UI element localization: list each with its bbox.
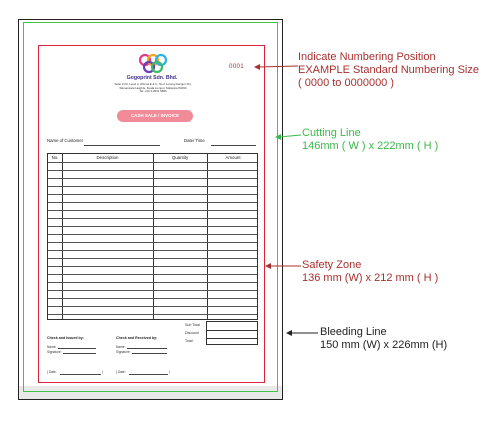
invoice-table bbox=[47, 153, 258, 320]
totals-divider bbox=[207, 338, 257, 339]
numbering-range: ( 0000 to 0000000 ) bbox=[298, 77, 395, 89]
company-address bbox=[86, 83, 220, 94]
bleeding-title: Bleeding Line bbox=[320, 326, 387, 338]
col-header-description: Description bbox=[96, 154, 119, 160]
received-date-line bbox=[129, 374, 168, 375]
issued-name-label: Name: bbox=[47, 345, 57, 349]
issued-signature-label: Signature: bbox=[47, 350, 62, 354]
table-row-line bbox=[48, 298, 257, 299]
table-row-line bbox=[48, 274, 257, 275]
table-row-line bbox=[48, 266, 257, 267]
invoice-number: 0001 bbox=[229, 63, 244, 70]
issued-date-close: ) bbox=[102, 370, 104, 374]
bleeding-arrow-icon bbox=[283, 326, 319, 340]
table-row-line bbox=[48, 250, 257, 251]
total-label: Total bbox=[185, 339, 193, 343]
bleeding-size: 150 mm (W) x 226mm (H) bbox=[320, 339, 448, 351]
table-row-line bbox=[48, 282, 257, 283]
safety-title: Safety Zone bbox=[302, 259, 362, 271]
received-name-line bbox=[127, 348, 167, 349]
received-name-label: Name: bbox=[116, 345, 126, 349]
received-signature-label: Signature: bbox=[116, 350, 131, 354]
issued-signature-line bbox=[63, 353, 96, 354]
received-signature-line bbox=[132, 353, 167, 354]
subtotal-label: Sub Total bbox=[185, 323, 200, 327]
col-header-amount: Amount bbox=[225, 154, 241, 160]
col-header-quantity: Quantity bbox=[171, 154, 189, 160]
company-name: Gogoprint Sdn. Bhd. bbox=[126, 75, 178, 81]
safety-size: 136 mm (W) x 212 mm ( H ) bbox=[302, 272, 439, 284]
cutting-size: 146mm ( W ) x 222mm ( H ) bbox=[302, 140, 439, 152]
table-row-line bbox=[48, 178, 257, 179]
numbering-annotation bbox=[298, 51, 479, 90]
numbering-arrow-icon bbox=[250, 56, 300, 76]
cutting-annotation bbox=[302, 127, 438, 153]
received-date-close: ) bbox=[169, 370, 171, 374]
table-row-line bbox=[48, 234, 257, 235]
totals-box bbox=[206, 321, 258, 345]
date-label: Date: bbox=[117, 370, 126, 374]
numbering-example: EXAMPLE Standard Numbering Size bbox=[298, 64, 479, 76]
numbering-title: Indicate Numbering Position bbox=[298, 51, 436, 63]
table-row-line bbox=[48, 202, 257, 203]
safety-arrow-icon bbox=[262, 259, 302, 273]
table-row-line bbox=[48, 290, 257, 291]
datetime-label: Date/ Time bbox=[184, 138, 205, 143]
received-date-field: ( Date: bbox=[116, 370, 126, 374]
table-row-line bbox=[48, 210, 257, 211]
table-row-line bbox=[48, 170, 257, 171]
issued-date-line bbox=[60, 374, 101, 375]
table-row-line bbox=[48, 162, 257, 163]
company-logo bbox=[138, 51, 168, 75]
date-label: Date: bbox=[48, 370, 57, 374]
issued-name-line bbox=[58, 348, 96, 349]
table-row-line bbox=[48, 242, 257, 243]
safety-annotation bbox=[302, 259, 438, 285]
table-row-line bbox=[48, 218, 257, 219]
table-row-line bbox=[48, 314, 257, 315]
address-line: Tel: +60 3-2631 5899 bbox=[139, 89, 167, 93]
totals-divider bbox=[207, 330, 257, 331]
col-header-no: No. bbox=[51, 154, 59, 160]
address-line: Damansara Heights, Kuala Lumpur, Malaysia 50490 bbox=[119, 85, 187, 90]
bleeding-annotation bbox=[320, 326, 447, 352]
address-line: Suite 2-03, Level 2, Wisma E & C, No.2 Lorong Dungun Kiri, bbox=[114, 82, 192, 86]
check-received-label: Check and Received by: bbox=[116, 336, 158, 340]
check-issued-label: Check and Issued by: bbox=[47, 336, 84, 340]
cutting-arrow-icon bbox=[272, 129, 302, 143]
issued-date-field: ( Date: bbox=[47, 370, 57, 374]
cash-sale-banner: CASH SALE / INVOICE bbox=[117, 110, 193, 122]
cutting-title: Cutting Line bbox=[302, 127, 361, 139]
customer-underline bbox=[84, 145, 160, 146]
table-row-line bbox=[48, 306, 257, 307]
table-row-line bbox=[48, 258, 257, 259]
discount-label: Discount bbox=[185, 331, 199, 335]
customer-label: Name of Customer bbox=[47, 138, 84, 143]
table-row-line bbox=[48, 186, 257, 187]
table-row-line bbox=[48, 226, 257, 227]
datetime-underline bbox=[211, 145, 256, 146]
table-row-line bbox=[48, 194, 257, 195]
